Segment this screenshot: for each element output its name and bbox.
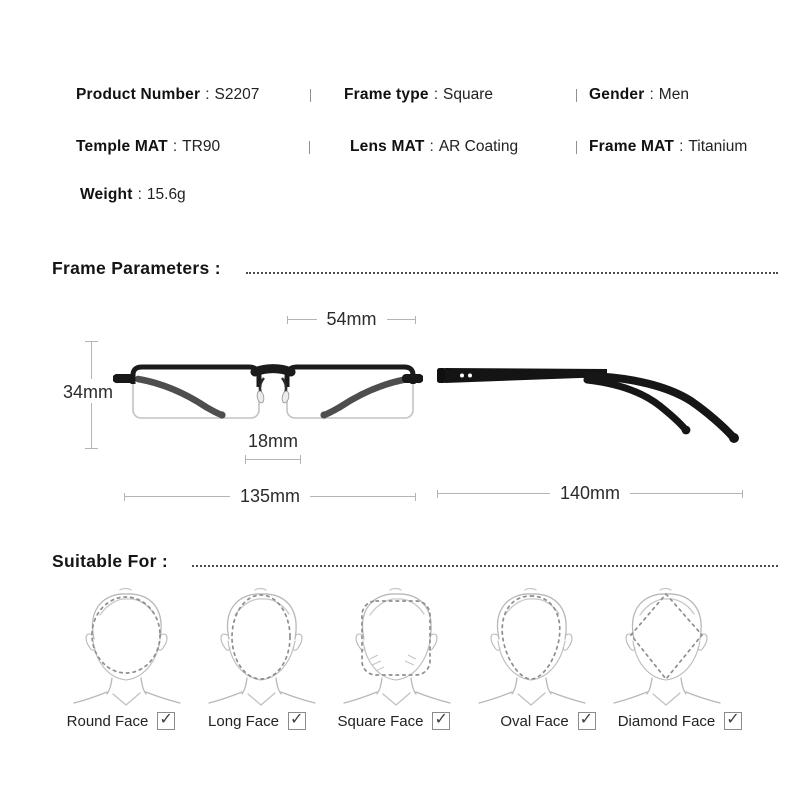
spec-frame-type	[344, 86, 493, 104]
column-divider	[576, 141, 577, 154]
oval-face-checkbox	[578, 712, 596, 730]
suitable-for-dotted-rule	[192, 565, 778, 567]
spec-value: Titanium	[688, 138, 748, 155]
spec-separator: :	[679, 138, 684, 155]
checkmark-icon: ✓	[159, 711, 173, 728]
spec-value: TR90	[182, 138, 221, 155]
temple-length-measure	[437, 483, 743, 504]
diamond-face-checkbox	[724, 712, 742, 730]
face-sketch-square	[332, 584, 462, 706]
spec-label: Frame type	[344, 86, 429, 103]
temple-side-view	[437, 356, 747, 448]
measure-line	[91, 403, 92, 448]
face-sketch-round	[62, 584, 192, 706]
glasses-front-view	[113, 352, 423, 440]
face-option-square	[319, 712, 469, 730]
column-divider	[576, 89, 577, 102]
column-divider	[309, 141, 310, 154]
spec-value: S2207	[214, 86, 260, 103]
bridge-width-value: 18mm	[247, 431, 298, 451]
spec-value: Square	[443, 86, 493, 103]
measure-line	[387, 319, 416, 320]
spec-label: Gender	[589, 86, 645, 103]
spec-value: Men	[658, 86, 689, 103]
checkmark-icon: ✓	[579, 711, 594, 728]
spec-lens-mat	[350, 138, 518, 156]
spec-separator: :	[429, 138, 434, 155]
face-label-text: Oval Face	[500, 712, 569, 730]
measure-tick	[85, 448, 98, 449]
face-label-text: Long Face	[208, 712, 279, 730]
face-sketch-long	[197, 584, 327, 706]
measure-line	[310, 496, 415, 497]
checkmark-icon: ✓	[726, 711, 740, 728]
spec-product-number	[76, 86, 259, 104]
face-sketch-oval	[467, 584, 597, 706]
spec-separator: :	[172, 138, 178, 155]
spec-label: Weight	[80, 186, 133, 203]
checkmark-icon: ✓	[434, 711, 448, 728]
spec-separator: :	[205, 86, 210, 103]
spec-label: Lens MAT	[350, 138, 425, 155]
round-face-checkbox	[157, 712, 175, 730]
measure-line	[245, 455, 301, 464]
spec-frame-mat	[589, 138, 747, 156]
lens-width-value: 54mm	[326, 309, 377, 329]
lens-width-measure	[287, 309, 416, 330]
frame-parameters-title: Frame Parameters :	[52, 258, 221, 278]
suitable-for-title: Suitable For :	[52, 551, 169, 571]
spec-separator: :	[137, 186, 142, 203]
checkmark-icon: ✓	[289, 711, 304, 728]
face-label-text: Round Face	[66, 712, 149, 730]
face-option-diamond	[605, 712, 755, 730]
long-face-checkbox	[288, 712, 306, 730]
spec-separator: :	[433, 86, 439, 103]
measure-line	[438, 493, 550, 494]
column-divider	[310, 89, 311, 102]
spec-label: Frame MAT	[589, 138, 675, 155]
spec-separator: :	[649, 86, 654, 103]
face-label-text: Square Face	[337, 712, 424, 730]
bridge-width-measure	[245, 431, 301, 464]
spec-temple-mat	[76, 138, 220, 156]
spec-label: Product Number	[76, 86, 201, 103]
frame-parameters-dotted-rule	[246, 272, 778, 274]
frame-width-measure	[124, 486, 416, 507]
lens-height-value: 34mm	[63, 382, 114, 402]
temple-length-value: 140mm	[559, 483, 621, 503]
spec-value: 15.6g	[146, 186, 186, 203]
face-sketch-diamond	[602, 584, 732, 706]
square-face-checkbox	[432, 712, 450, 730]
measure-line	[288, 319, 317, 320]
frame-width-value: 135mm	[239, 486, 301, 506]
spec-value: AR Coating	[438, 138, 519, 155]
face-label-text: Diamond Face	[617, 712, 716, 730]
spec-gender	[589, 86, 689, 104]
measure-line	[630, 493, 742, 494]
face-option-oval	[473, 712, 623, 730]
spec-weight	[80, 186, 186, 204]
face-option-round	[46, 712, 196, 730]
measure-line	[125, 496, 230, 497]
spec-label: Temple MAT	[76, 138, 168, 155]
face-option-long	[182, 712, 332, 730]
measure-line	[91, 342, 92, 379]
